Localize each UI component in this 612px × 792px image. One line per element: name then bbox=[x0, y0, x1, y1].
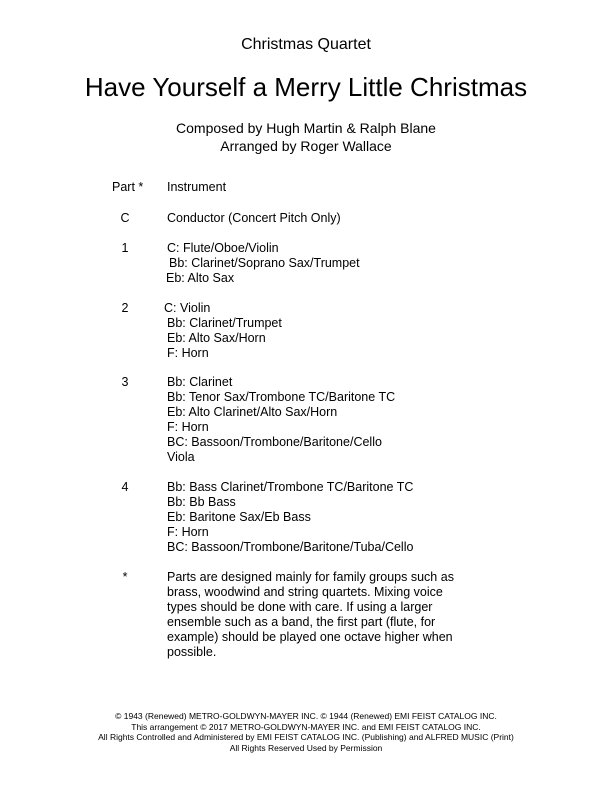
instrument-line: C: Flute/Oboe/Violin bbox=[167, 241, 279, 255]
instrument-line: Eb: Baritone Sax/Eb Bass bbox=[167, 510, 311, 524]
copyright-line: © 1943 (Renewed) METRO-GOLDWYN-MAYER INC. © 1944 (Renewed) EMI FEIST CATALOG INC. bbox=[115, 711, 497, 721]
note-line: Parts are designed mainly for family groups such as bbox=[167, 570, 454, 584]
instrument-line: Bb: Clarinet bbox=[167, 375, 233, 389]
instrument-list bbox=[167, 480, 467, 555]
instrument-line: Bb: Tenor Sax/Trombone TC/Baritone TC bbox=[167, 390, 396, 404]
instrument-line: F: Horn bbox=[167, 420, 209, 434]
note-line: example) should be played one octave higher when bbox=[167, 630, 453, 644]
part-number: 1 bbox=[121, 241, 129, 255]
copyright-line: All Rights Controlled and Administered by EMI FEIST CATALOG INC. (Publishing) and ALFRED MUSIC (Print) bbox=[98, 732, 514, 742]
instrument-line: C: Violin bbox=[164, 301, 211, 315]
note-marker: * bbox=[122, 570, 128, 584]
instrument-line: F: Horn bbox=[167, 525, 209, 539]
copyright-line: All Rights Reserved Used by Permission bbox=[229, 742, 383, 753]
instrument-list bbox=[167, 241, 467, 286]
instrument-list bbox=[167, 375, 467, 465]
piece-title: Have Yourself a Merry Little Christmas bbox=[84, 72, 528, 102]
instrument-line: Bb: Bb Bass bbox=[167, 495, 236, 509]
instrument-line: Viola bbox=[167, 450, 195, 464]
composer-credit: Composed by Hugh Martin & Ralph Blane bbox=[176, 120, 436, 136]
instrument-line: Bb: Clarinet/Soprano Sax/Trumpet bbox=[169, 256, 360, 270]
instrument-line: Eb: Alto Sax/Horn bbox=[167, 331, 266, 345]
instrument-line: Bb: Clarinet/Trumpet bbox=[167, 316, 282, 330]
copyright-line: This arrangement © 2017 METRO-GOLDWYN-MAYER INC. and EMI FEIST CATALOG INC. bbox=[131, 721, 481, 732]
part-column-header: Part * bbox=[112, 180, 144, 194]
instrument-list bbox=[167, 211, 467, 226]
part-number: C bbox=[120, 211, 130, 225]
note-line: ensemble such as a band, the first part (flute, for bbox=[167, 615, 436, 629]
part-number: 4 bbox=[121, 480, 129, 494]
copyright-footer bbox=[0, 711, 612, 753]
instrument-line: BC: Bassoon/Trombone/Baritone/Tuba/Cello bbox=[167, 540, 414, 554]
parts-header-row bbox=[0, 180, 612, 195]
instrument-list bbox=[164, 301, 467, 361]
series-title: Christmas Quartet bbox=[241, 36, 371, 53]
instrument-line: Conductor (Concert Pitch Only) bbox=[167, 211, 341, 225]
note-line: brass, woodwind and string quartets. Mixing voice bbox=[167, 585, 443, 599]
note-line: types should be done with care. If using a larger bbox=[167, 600, 433, 614]
note-line: possible. bbox=[167, 645, 217, 659]
instrument-line: F: Horn bbox=[167, 346, 209, 360]
instrument-line: Eb: Alto Clarinet/Alto Sax/Horn bbox=[167, 405, 338, 419]
part-number: 2 bbox=[121, 301, 129, 315]
note-text bbox=[167, 570, 467, 660]
instrument-column-header: Instrument bbox=[167, 180, 227, 194]
part-number: 3 bbox=[121, 375, 129, 389]
instrument-line: BC: Bassoon/Trombone/Baritone/Cello bbox=[167, 435, 382, 449]
instrument-line: Eb: Alto Sax bbox=[166, 271, 235, 285]
instrument-line: Bb: Bass Clarinet/Trombone TC/Baritone TC bbox=[167, 480, 414, 494]
arranger-credit: Arranged by Roger Wallace bbox=[220, 138, 392, 154]
